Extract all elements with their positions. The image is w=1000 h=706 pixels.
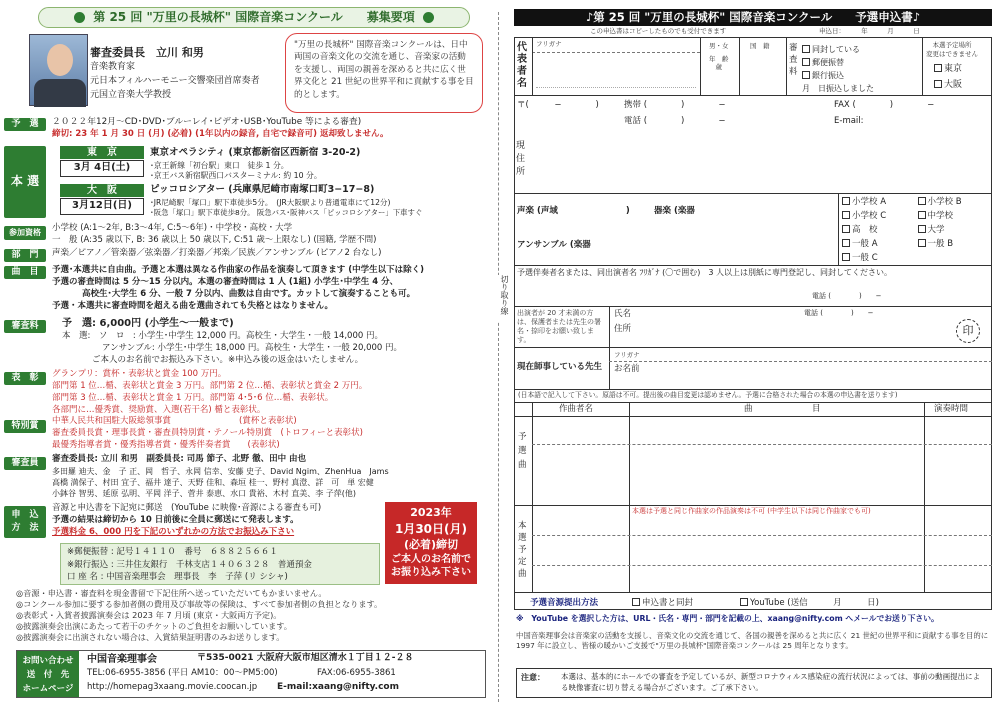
shinsain-line2: 多田羅 迪夫、金 子 正、岡 哲子、永岡 信幸、安藤 史子、David Ngim、ZhenHua Jams xyxy=(52,467,389,476)
judge-name: 審査委員長 立川 和男 xyxy=(90,46,204,59)
pay-option-label: 銀行振込 xyxy=(812,71,844,80)
fax-field[interactable]: FAX ( ) − xyxy=(834,100,935,110)
venue-label: 本選予定場所 変更はできません xyxy=(926,41,978,58)
deadline-note: (必着)締切 xyxy=(403,538,459,551)
sex-label[interactable]: 男・女 xyxy=(709,42,729,50)
footer-tag: 注意： xyxy=(521,673,545,682)
accomp-name-input[interactable] xyxy=(517,282,797,302)
venue-osaka[interactable] xyxy=(934,80,962,92)
left-banner-text: 第 25 回 "万里の長城杯" 国際音楽コンクール 募集要項 xyxy=(93,9,415,24)
note-item: ◎表彰式・入賞者披露演奏会は 2023 年 7 月頃 (東京・大阪両方予定)。 xyxy=(16,610,282,620)
contact-tag xyxy=(17,651,79,697)
checkbox[interactable] xyxy=(802,58,810,66)
category-label: 小学校 C xyxy=(852,211,887,221)
category-label: 一般 B xyxy=(927,239,954,249)
category-label: 中学校 xyxy=(927,211,954,221)
osaka-date: 3月12日(日) xyxy=(60,198,144,215)
contact-tag-send: 送 付 先 xyxy=(26,670,70,680)
accomp-label: 予選伴奏者名または、同出演者名 ﾌﾘｶﾞﾅ (〇で囲む) 3 人以上は別紙に専門登記し、同封してください。 xyxy=(517,268,892,277)
payment-box xyxy=(60,543,380,585)
mobile-field[interactable]: 携帯 ( ) − xyxy=(624,100,726,110)
venue-osaka-label: 大阪 xyxy=(944,80,963,90)
kyoku-line1: 予選･本選共に自由曲。予選と本選は異なる作曲家の作品を演奏して頂きます (中学生以下は除く) xyxy=(52,265,424,275)
daihyo-label: 代 表 者 名 xyxy=(517,42,527,89)
judge-line: 元日本フィルハーモニー交響楽団首席奏者 xyxy=(90,76,260,86)
checkbox[interactable] xyxy=(632,598,640,606)
category-grid xyxy=(842,195,990,265)
form-banner: ♪第 25 回 "万里の長城杯" 国際音楽コンクール 予選申込書♪ xyxy=(514,9,992,26)
contact-box xyxy=(16,650,486,698)
judge-line: 元国立音楽大学教授 xyxy=(90,90,172,100)
category-option[interactable] xyxy=(918,223,991,237)
deadline-date: 1月30日(月) xyxy=(394,522,468,536)
cut-line xyxy=(498,12,499,702)
category-label: 小学校 B xyxy=(927,197,962,207)
honsen-composer-input[interactable] xyxy=(534,517,629,591)
contact-tag-inquiry: お問い合わせ xyxy=(22,656,74,666)
submit-option-label: 申込書と同封 xyxy=(642,598,694,608)
yosen-songs-label: 予 選 曲 xyxy=(518,432,527,470)
category-option[interactable] xyxy=(842,237,915,251)
shinsain-line4: 小鉢谷 智男、延原 弘明、平岡 洋子、菅井 泰恵、水口 貴裕、木村 直美、李 子萍(他) xyxy=(52,489,357,498)
checkbox[interactable] xyxy=(802,71,810,79)
tag-kyoku: 曲 目 xyxy=(4,266,46,279)
moushikomi-line3: 予選料金 6、000 円を下記のいずれかの方法でお振込み下さい xyxy=(52,527,295,537)
venue-tokyo-label: 東京 xyxy=(944,64,963,74)
honsen-songs-label: 本 選 予 定 曲 xyxy=(518,521,527,579)
deadline-box xyxy=(385,502,477,584)
intro-box: "万里の長城杯" 国際音楽コンクールは、日中両国の音楽文化の交流を通じ、音楽家の活動を支援し、両国の親善を深めると共に広く世界文化と 21 世紀の世界平和に貢献する事を目的とします。 xyxy=(285,33,483,113)
hyosho-line2: 部門第 1 位…楯、表彰状と賞金 3 万円。部門第 2 位…楯、表彰状と賞金 2 万円。 xyxy=(52,381,368,391)
judge-line: 音楽教育家 xyxy=(90,62,136,72)
shinsa-line3: アンサンブル: 小学生･中学生 18,000 円。高校生・大学生・一般 20,000 円。 xyxy=(102,343,403,353)
note-item: ◎音源・申込書・審査料を現金書留で下記住所へ送っていただいてもかまいません。 xyxy=(16,588,327,598)
tag-tokubetsu: 特別賞 xyxy=(4,420,46,433)
email-field[interactable]: E-mail: xyxy=(834,116,864,126)
tel-field[interactable]: 電話 ( ) − xyxy=(624,116,726,126)
yosen-composer-input[interactable] xyxy=(534,418,629,504)
payment-account: 口 座 名 : 中国音楽理事会 理事長 李 子萍 (リ シシャ) xyxy=(67,572,288,582)
shinsain-line1: 審査委員長: 立川 和男 副委員長: 司馬 節子、北野 徹、田中 由也 xyxy=(52,454,307,464)
category-option[interactable] xyxy=(842,195,915,209)
guardian-name-label[interactable]: 氏名 xyxy=(614,309,632,319)
shinsa-line2: 本 選: ソ ロ : 小学生･中学生 12,000 円。高校生・大学生・一般 14,000 円。 xyxy=(62,331,383,341)
tag-bumon: 部 門 xyxy=(4,249,46,262)
instrument-field[interactable]: 器楽 (楽器 xyxy=(654,206,695,216)
tokyo-access2: ･京王バス新宿駅西口バスターミナル: 約 10 分。 xyxy=(150,171,322,180)
kyoku-line2: 予選の審査時間は 5 分〜15 分以内。本選の審査時間は 1 人 (1組) 小学生･中学生 4 分、 xyxy=(52,277,399,287)
honsen-note: 本選は予選と同じ作曲家の作品演奏は不可 (中学生以下は同じ作曲家でも可) xyxy=(632,507,871,515)
furigana-label: フリガナ xyxy=(536,40,562,48)
accomp-tel[interactable]: 電話 ( ) − xyxy=(812,292,882,300)
tokyo-date: 3月 4日(土) xyxy=(60,160,144,177)
date-label: 申込日： 年 月 日 xyxy=(819,27,920,35)
judge-photo xyxy=(29,34,88,106)
teacher-label: 現在師事している先生 xyxy=(517,362,603,372)
ensemble-field[interactable]: アンサンブル (楽器 xyxy=(517,240,591,250)
shinsain-line3: 高橋 満保子、村田 宜子、福井 達子、天野 佳和、森垣 桂一、野村 真澄、詳 可 単 宏健 xyxy=(52,478,374,487)
tag-shinsain: 審査員 xyxy=(4,457,46,470)
category-option[interactable] xyxy=(918,209,991,223)
pay-date[interactable]: 月 日振込しました xyxy=(802,84,874,93)
moushikomi-line1: 音源と申込書を下記宛に郵送 (YouTube に映像･音源による審査も可) xyxy=(52,503,322,513)
contact-tag-homepage: ホームページ xyxy=(22,684,74,694)
osaka-label: 大 阪 xyxy=(60,184,144,197)
minor-note: 出演者が 20 才未満の方は、保護者または先生の署名・捺印をお願い致します。 xyxy=(517,309,601,344)
category-label: 高 校 xyxy=(852,225,878,235)
honsen-song-input[interactable] xyxy=(631,517,923,591)
address-label: 現 住 所 xyxy=(516,141,526,177)
tag-hyosho: 表 彰 xyxy=(4,372,46,385)
submit-option-youtube[interactable] xyxy=(740,598,879,609)
payment-bank: ※銀行振込 : 三井住友銀行 千林支店１４０６３２８ 普通預金 xyxy=(67,559,312,570)
category-label: 一般 A xyxy=(852,239,878,249)
moushikomi-line2: 予選の結果は締切から 10 日前後に全員に郵送にて発表します。 xyxy=(52,515,299,525)
sanka-line2: 一 般 (A:35 歳以下, B: 36 歳以上 50 歳以下, C:51 歳〜上限なし) (国籍, 学歴不問) xyxy=(52,235,377,245)
note-item: ◎コンクール参加に要する参加者側の費用及び事故等の保険は、すべて参加者側の負担となります。 xyxy=(16,599,383,609)
composer-header: 作曲者名 xyxy=(559,404,594,414)
youtube-note: ※ YouTube を選択した方は、URL・氏名・専門・部門を記載の上、xaang@nifty.com へメールでお送り下さい。 xyxy=(516,614,939,623)
pay-options xyxy=(802,43,874,95)
tokyo-venue: 東京オペラシティ (東京都新宿区西新宿 3-20-2) xyxy=(150,147,361,158)
seal-mark: 印 xyxy=(956,319,980,343)
bumon-line1: 声楽／ピアノ／管楽器／弦楽器／打楽器／邦楽／民族／アンサンブル (ピアノ2 台なし) xyxy=(52,248,382,258)
category-option[interactable] xyxy=(842,223,915,237)
osaka-venue: ピッコロシアター (兵庫県尼崎市南塚口町3−17−8) xyxy=(150,184,375,195)
category-option[interactable] xyxy=(918,195,991,209)
judge-profile xyxy=(90,46,260,102)
left-banner xyxy=(38,7,470,28)
sanka-line1: 小学校 (A:1〜2年, B:3〜4年, C:5〜6年)・中学校・高校・大学 xyxy=(52,223,293,233)
tokubetsu-line2: 審査委員長賞・理事長賞・審査員特別賞・テノール特別賞 (トロフィーと表彰状) xyxy=(52,428,363,438)
tokubetsu-line3: 最優秀指導者賞・優秀指導者賞・優秀伴奏者賞 (表彰状) xyxy=(52,440,280,450)
nationality-label[interactable]: 国 籍 xyxy=(750,42,770,50)
submit-option-enclosed[interactable] xyxy=(632,598,693,609)
checkbox[interactable] xyxy=(802,45,810,53)
teacher-furigana: フリガナ xyxy=(614,351,640,359)
kyoku-line3: 高校生･大学生 6 分、一般 7 分以内、曲数は自由です。カットして演奏することも可。 xyxy=(82,289,416,299)
pay-option-bank[interactable] xyxy=(802,69,874,82)
footer-notice xyxy=(516,668,992,698)
note-item: ◎披露演奏会に出演されない場合は、入賞結果証明書のみお送りします。 xyxy=(16,632,285,642)
shinsa-line4: ご本人のお名前でお振込み下さい。※申込み後の返金はいたしません。 xyxy=(92,355,364,365)
category-option[interactable] xyxy=(842,209,915,223)
age-label[interactable]: 年 齢 歳 xyxy=(709,55,729,72)
left-page xyxy=(0,0,495,706)
tokyo-access1: ･京王新線「初台駅」東口 徒歩 1 分。 xyxy=(150,161,289,170)
osaka-access1: ･JR尼崎駅「塚口」駅下車徒歩5分。 (JR大阪駅より普通電車にて12分) xyxy=(150,198,391,207)
pay-option-label: 郵便振替 xyxy=(812,58,844,67)
note-item: ◎披露演奏会出演にあたって若干のチケットのご負担をお願いしています。 xyxy=(16,621,292,631)
guardian-address-label[interactable]: 住所 xyxy=(614,324,632,334)
pay-option-postal[interactable] xyxy=(802,56,874,69)
submit-label: 予選音源提出方法 xyxy=(530,598,599,608)
pay-option-enclosed[interactable] xyxy=(802,43,874,56)
yosen-time-input[interactable] xyxy=(926,418,990,504)
zip-field[interactable]: 〒( − ) xyxy=(517,100,599,110)
submit-option-label: YouTube (送信 月 日) xyxy=(750,598,879,608)
contact-fax: FAX:06-6955-3861 xyxy=(317,668,396,678)
pay-option-label: 同封している xyxy=(812,45,860,54)
daihyo-name-input[interactable] xyxy=(536,58,696,88)
deadline-year: 2023年 xyxy=(410,506,452,519)
guardian-tel[interactable]: 電話 ( ) − xyxy=(804,309,874,317)
checkbox[interactable] xyxy=(934,80,942,88)
yosen-song-input[interactable] xyxy=(631,418,923,504)
time-header: 演奏時間 xyxy=(934,404,969,414)
contact-email[interactable]: E-mail:xaang@nifty.com xyxy=(277,682,399,692)
checkbox[interactable] xyxy=(740,598,748,606)
yosen-line1: ２０２２年12月〜CD･DVD･ブルーレイ･ビデオ･USB･YouTube 等による審査) xyxy=(52,117,362,127)
checkbox[interactable] xyxy=(934,64,942,72)
osaka-access2: ･阪急「塚口」駅下車徒歩8分。 阪急バス･阪神バス「ピッコロシアター」下車すぐ xyxy=(150,208,423,217)
tag-moushikomi: 申 込 方 法 xyxy=(4,506,46,538)
yosen-line2: 締切: 23 年 1 月 30 日 (月) (必着) (1年以内の録音, 自宅で録音可) 返却致しません。 xyxy=(52,129,389,139)
category-label: 大学 xyxy=(927,225,945,235)
teacher-name-label[interactable]: お名前 xyxy=(614,364,640,374)
venue-tokyo[interactable] xyxy=(934,64,962,76)
address-input[interactable] xyxy=(534,140,984,185)
honsen-time-input[interactable] xyxy=(926,517,990,591)
category-label: 一般 C xyxy=(852,253,878,263)
deadline-note3: お振り込み下さい xyxy=(391,567,471,578)
footer-text: 本選は、基本的にホールでの審査を予定しているが、新型コロナウィルス感染症の流行状況によっては、事前の動画提出による映像審査に切り替える場合がございます。ご了承下さい。 xyxy=(561,672,981,692)
contact-org: 中国音楽理事会 xyxy=(87,654,157,665)
contact-tel: TEL:06-6955-3856 (平日 AM10：00〜PM5:00) xyxy=(87,668,278,678)
application-form xyxy=(504,0,1000,706)
bullet-icon xyxy=(74,12,85,23)
tag-honsen: 本 選 xyxy=(4,146,46,218)
payment-postal: ※郵便振替 : 記号１４１１０ 番号 ６８８２５６６１ xyxy=(67,547,278,557)
notes-list xyxy=(16,588,486,643)
hyosho-line1: グランプリ：賞杯・表彰状と賞金 100 万円。 xyxy=(52,369,227,379)
category-option[interactable] xyxy=(842,251,915,265)
hyosho-line3: 部門第 3 位…楯、表彰状と賞金 1 万円。部門第 4･5･6 位…楯、表彰状。 xyxy=(52,393,334,403)
hyosho-line4: 各部門に…優秀賞、奨励賞、入選(若干名) 楯と表彰状。 xyxy=(52,405,266,415)
tokyo-label: 東 京 xyxy=(60,146,144,159)
about-text: 中国音楽理事会は音楽家の活動を支援し、音楽文化の交流を通じて、各国の親善を深めると共に広く 21 世紀の世界平和に貢献する事を目的に 1997 年に設立し、皆様の暖かいご支援で"万里の長城杯"国際音楽コンクールは 25 周年となります。 xyxy=(516,631,989,650)
repertoire-warning: (日本語で記入して下さい。原語は不可。提出後の曲目変更は認めません。予選に合格された場合の本選の申込書を送ります) xyxy=(518,391,898,399)
tag-sanka: 参加資格 xyxy=(4,226,46,240)
bullet-icon xyxy=(423,12,434,23)
tag-shinsa: 審査料 xyxy=(4,320,46,333)
cut-label-text: 切り取り線 xyxy=(500,275,509,315)
song-header: 曲 目 xyxy=(744,404,821,414)
contact-address: 〒535-0021 大阪府大阪市旭区清水１丁目１２-２８ xyxy=(197,653,414,663)
tag-yosen: 予 選 xyxy=(4,118,46,131)
vocal-field[interactable]: 声楽 (声域 ) xyxy=(517,206,630,216)
category-option[interactable] xyxy=(918,237,991,251)
deadline-note2: ご本人のお名前で xyxy=(391,554,471,565)
kyoku-line4: 予選・本選共に審査時間を超える曲を選曲されても失格とはなりません。 xyxy=(52,301,334,311)
shinsa-line1: 予 選: 6,000円 (小学生〜一般まで) xyxy=(62,318,234,329)
contact-url[interactable]: http://homepag3xaang.movie.coocan.jp xyxy=(87,682,258,692)
tokubetsu-line1: 中華人民共和国駐大阪総領事賞 (賞杯と表彰状) xyxy=(52,416,297,426)
shinsa-label: 審 査 料 xyxy=(789,43,798,77)
category-label: 小学校 A xyxy=(852,197,887,207)
copy-note: この申込書はコピーしたものでも受付できます xyxy=(590,27,727,35)
